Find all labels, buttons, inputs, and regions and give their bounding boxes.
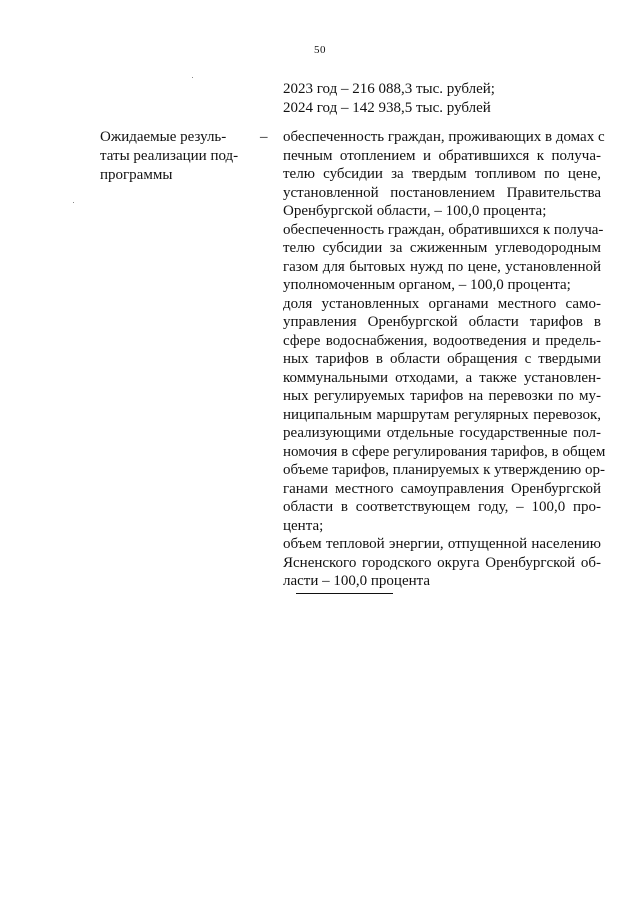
content-line: Ясненского городского округа Оренбургской об- (283, 554, 601, 571)
content-line: Оренбургской области, – 100,0 процента; (283, 203, 547, 219)
content-line: телю субсидии за сжиженным углеводородным (283, 240, 601, 256)
section-label (100, 128, 260, 185)
content-line: управления Оренбургской области тарифов в (283, 314, 601, 330)
content-line: газом для бытовых нужд по цене, установленной (283, 258, 601, 275)
label-line: программы (100, 167, 173, 183)
section-content (283, 128, 606, 591)
content-line: установленной постановлением Правительства (283, 184, 601, 201)
scan-speck (192, 77, 193, 78)
funding-line-2024: 2024 год – 142 938,5 тыс. рублей (283, 100, 491, 116)
section-dash: – (260, 129, 268, 145)
content-line: коммунальными отходами, а также установлен- (283, 369, 601, 386)
page-number: 50 (314, 44, 326, 56)
content-line: обеспеченность граждан, обратившихся к получа- (283, 221, 604, 238)
label-line: Ожидаемые резуль- (100, 129, 227, 145)
content-line: ниципальным маршрутам регулярных перевозок, (283, 406, 601, 423)
content-line: объем тепловой энергии, отпущенной населению (283, 536, 601, 552)
content-line: ганами местного самоуправления Оренбургской (283, 480, 601, 497)
separator-line (296, 593, 393, 594)
content-line: сфере водоснабжения, водоотведения и предель- (283, 332, 601, 349)
content-line: области в соответствующем году, – 100,0 про- (283, 499, 601, 515)
content-line: ных тарифов в области обращения с твердыми (283, 351, 601, 367)
content-line: реализующими отдельные государственные пол- (283, 425, 601, 441)
funding-line-2023: 2023 год – 216 088,3 тыс. рублей; (283, 81, 495, 97)
content-line: цента; (283, 517, 324, 534)
content-line: объеме тарифов, планируемых к утверждению ор- (283, 462, 606, 478)
content-line: телю субсидии за твердым топливом по цене, (283, 166, 601, 182)
scan-speck (73, 202, 74, 203)
content-line: уполномоченным органом, – 100,0 процента; (283, 277, 571, 293)
content-line: обеспеченность граждан, проживающих в домах с (283, 129, 605, 145)
label-line: таты реализации под- (100, 148, 239, 164)
content-line: номочия в сфере регулирования тарифов, в общем (283, 443, 606, 460)
content-line: ласти – 100,0 процента (283, 573, 431, 589)
content-line: ных регулируемых тарифов на перевозки по му- (283, 388, 601, 404)
content-line: доля установленных органами местного само- (283, 295, 601, 312)
content-line: печным отоплением и обратившихся к получа- (283, 147, 601, 164)
